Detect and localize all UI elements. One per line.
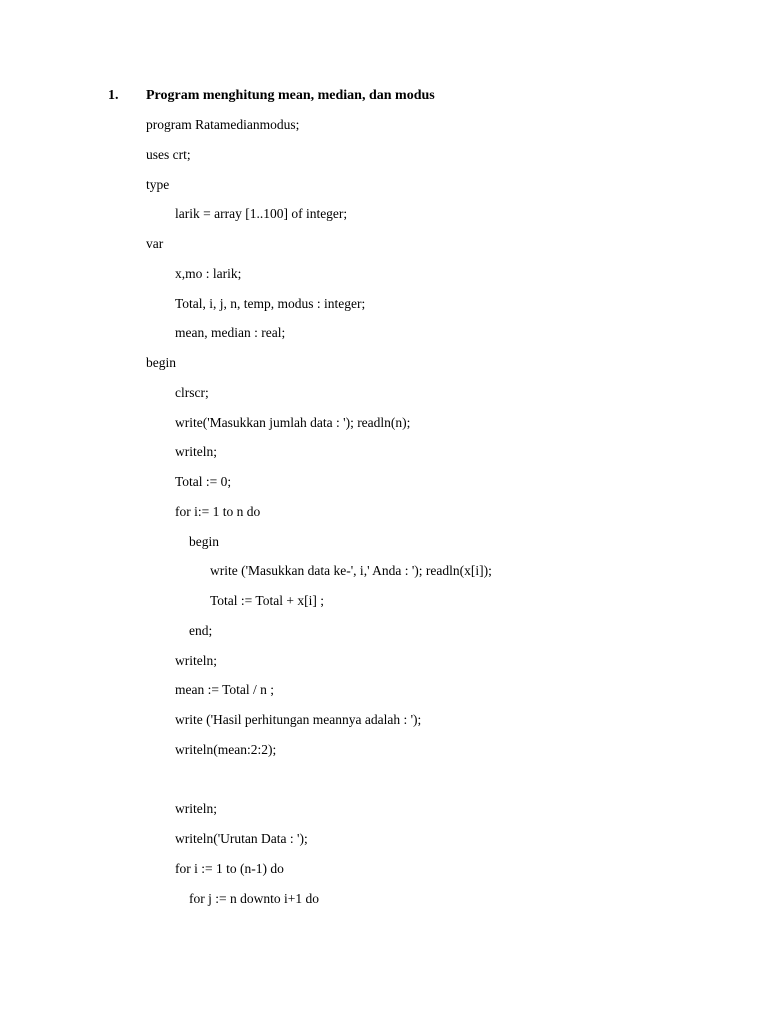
code-line: write('Masukkan jumlah data : '); readln(n); xyxy=(175,414,411,430)
code-line: for i := 1 to (n-1) do xyxy=(175,860,284,876)
code-line: begin xyxy=(146,355,176,370)
code-line: program Ratamedianmodus; xyxy=(146,117,300,132)
code-line: writeln; xyxy=(175,444,217,460)
code-line: begin xyxy=(189,533,219,549)
code-line: writeln('Urutan Data : '); xyxy=(175,831,308,846)
code-line: Total, i, j, n, temp, modus : integer; xyxy=(175,295,366,311)
code-line: var xyxy=(146,236,164,251)
code-line: write ('Hasil perhitungan meannya adalah : '); xyxy=(175,712,422,727)
code-line: writeln; xyxy=(175,801,217,817)
code-line: writeln; xyxy=(175,652,217,668)
code-line: clrscr; xyxy=(175,384,209,400)
section-number: 1. xyxy=(108,88,119,103)
code-line: Total := Total + x[i] ; xyxy=(210,593,324,608)
code-line xyxy=(0,770,768,800)
code-line: writeln(mean:2:2); xyxy=(175,741,277,757)
code-line: mean := Total / n ; xyxy=(175,682,275,698)
code-block xyxy=(0,115,768,918)
code-line: end; xyxy=(189,622,213,638)
code-line: type xyxy=(146,176,170,192)
code-line: Total := 0; xyxy=(175,474,232,489)
code-line: for j := n downto i+1 do xyxy=(189,890,319,906)
section-title: Program menghitung mean, median, dan modus xyxy=(146,88,435,103)
section-heading xyxy=(108,86,435,106)
code-line: write ('Masukkan data ke-', i,' Anda : '); readln(x[i]); xyxy=(210,563,492,579)
code-line: for i:= 1 to n do xyxy=(175,503,261,519)
code-line: x,mo : larik; xyxy=(175,265,242,281)
code-line: larik = array [1..100] of integer; xyxy=(175,206,348,222)
code-line: uses crt; xyxy=(146,146,191,162)
code-line: mean, median : real; xyxy=(175,325,286,341)
